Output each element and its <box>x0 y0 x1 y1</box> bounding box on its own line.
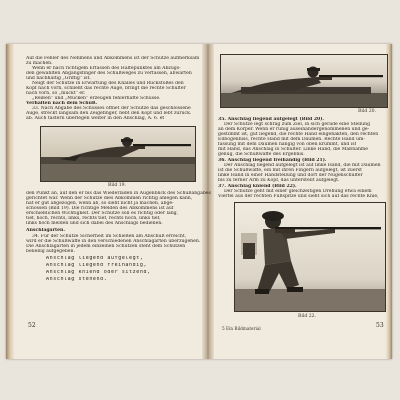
text-line: mit Hand, das Anschlag in Schulter. Linke Hand, die Maßnahme <box>218 147 368 152</box>
text-line: wird er die Schußwaffe in den verschiedenen Anschlagarten überzugehen. <box>26 239 201 244</box>
text-line: Der Anschlag liegend aufgelegt ist auf linke Hand, die mit Daumen <box>224 163 381 168</box>
text-line: hat er gut abgezogen, wenn ab, so sieht nicht ja machen, abge- <box>26 201 174 206</box>
text-line: bis zu ferner Arm zu Kopf, das unterstellt aufgelegt. <box>218 178 340 183</box>
caption-bild-20: Bild 20. <box>358 109 377 114</box>
text-line: tief, hoch, rechts, links, rechts tief, rechts hoch, links tief, <box>26 216 161 221</box>
kneeling-rifleman-illustration <box>235 203 385 311</box>
text-line: nach vorn, so „muckt“ er. <box>26 91 86 96</box>
text-line: schossen (Bild 19). Die richtige Melden des Abkommens ist auf <box>26 206 174 211</box>
text-line: ab. Auch tastern überlegen weiter in den Anschlag, A. 6. et <box>26 116 165 121</box>
text-line: Die Anschlagarten in jedem einzelnen Schützen steht dem Schützen <box>26 244 186 249</box>
text-line: Ellbogenbiss, rechte Hand mit dem Daumen. Rechte Hand um- <box>218 137 365 142</box>
text-line: links hoch melden und sich dabei des Anschlags bedienen. <box>26 221 163 226</box>
text-line: den gewählten Abgangsfinger des Schußweges zu verfassen, abwarten <box>26 71 192 76</box>
page-number-right: 53 <box>376 322 384 329</box>
photo-bild-19 <box>40 126 196 182</box>
open-book <box>6 44 392 359</box>
prone-rifleman-illustration <box>41 127 195 181</box>
list-item: Anschlag liegend freihändig, <box>46 263 148 268</box>
text-line: gerichtet war. Wenn der Schütze dies Abkommen richtig anlegen kann, <box>26 196 193 201</box>
text-line: Auf die Fehler des Nehmens und Abkommens ist der Schütze aufmerksam <box>26 56 200 61</box>
text-line: fassung mit dem Daumen hängig von oben krümmt, und ist <box>218 142 357 147</box>
text-line: an dem Körper. Wenn er ruhig auseinandergenommenen und ge- <box>218 127 370 132</box>
section-heading: 36. Anschlag liegend freihändig (Bild 21). <box>218 158 327 163</box>
section-heading: 37. Anschlag kniend (Bild 22). <box>218 184 297 189</box>
section-heading: Verhalten nach dem Schuß. <box>26 101 98 106</box>
text-line: erschießlichen Wichtigkeit. Der Schütze soll es richtig oder lang, <box>26 211 179 216</box>
text-line: gestimmt ist, gut liegend, die rechte Hand eingehakten, den rechten <box>218 132 379 137</box>
caption-bild-22: Bild 22. <box>298 314 317 319</box>
text-line: genug, die Schußwaffe des Ergebnis. <box>218 152 305 157</box>
page-number-left: 52 <box>28 322 36 329</box>
photo-bild-22 <box>234 202 386 312</box>
book-gutter <box>202 44 214 359</box>
section-heading-anschlagarten: Anschlagarten. <box>26 228 65 233</box>
text-line: Viertel aus der rechten Fußspitze und sieht sich auf das rechte Knie, <box>218 194 379 199</box>
text-line: „Reißen“ und „Mucken“ erzeugen fehlerhafte Schüsse. <box>32 96 161 101</box>
text-line: Wenn er nach richtigem Erfassen des Haltepunktes am Abzugs- <box>32 66 181 71</box>
text-line: ist die Schußwaffe, ein mit ihren Fingern aufgelegt, ist zuerst <box>218 168 362 173</box>
text-line: Der Schütze legt schräg zum Ziel, in sich gerade eine Stellung <box>224 122 371 127</box>
text-line: linke Hand in einer Handstellung und dort der Nugenschulter <box>218 173 363 178</box>
photo-bild-20 <box>220 54 388 108</box>
text-line: und nachhaltig „Griffig“ ist. <box>26 76 91 81</box>
list-item: Anschlag kniend oder sitzend, <box>46 270 151 275</box>
list-item: Anschlag liegend aufgelegt, <box>46 256 144 261</box>
text-line: den Punkt an, auf den er bis das Wiederladen in Augenblick des Schußabgabes <box>26 191 211 196</box>
list-item: Anschlag stehend. <box>46 277 108 282</box>
text-line: 34. Für der Schütze Sicherheit im Schießen am Anschuß erreicht, <box>32 234 187 239</box>
text-line: beliebig aufgegeben. <box>26 249 75 254</box>
section-heading: 35. Anschlag liegend aufgelegt (Bild 20). <box>218 117 325 122</box>
page-footer-note: 5 Ein Bildmaterial <box>222 326 261 331</box>
text-line: Auge, streckt langsam den Zeigefinger, hebt den Kopf und lebt zurück. <box>26 111 192 116</box>
book-edge-left <box>6 44 14 359</box>
caption-bild-19: Bild 19. <box>108 183 127 188</box>
text-line: 33. Nach Abgabe des Schusses öffnet der Schütze das geschlossene <box>32 106 191 111</box>
text-line: zu machen. <box>26 61 53 66</box>
text-line: Der Schütze geht mit einer gleichzeitigen Drehung etwa einem <box>224 189 372 194</box>
text-line: Kopf nach vorn, schließt das rechte Auge, bringt die rechte Schulter <box>26 86 186 91</box>
prone-supported-rifleman-illustration <box>221 55 387 107</box>
text-line: Neigt der Schütze in Erwartung des Knalles und Rückstoßes den <box>32 81 184 86</box>
